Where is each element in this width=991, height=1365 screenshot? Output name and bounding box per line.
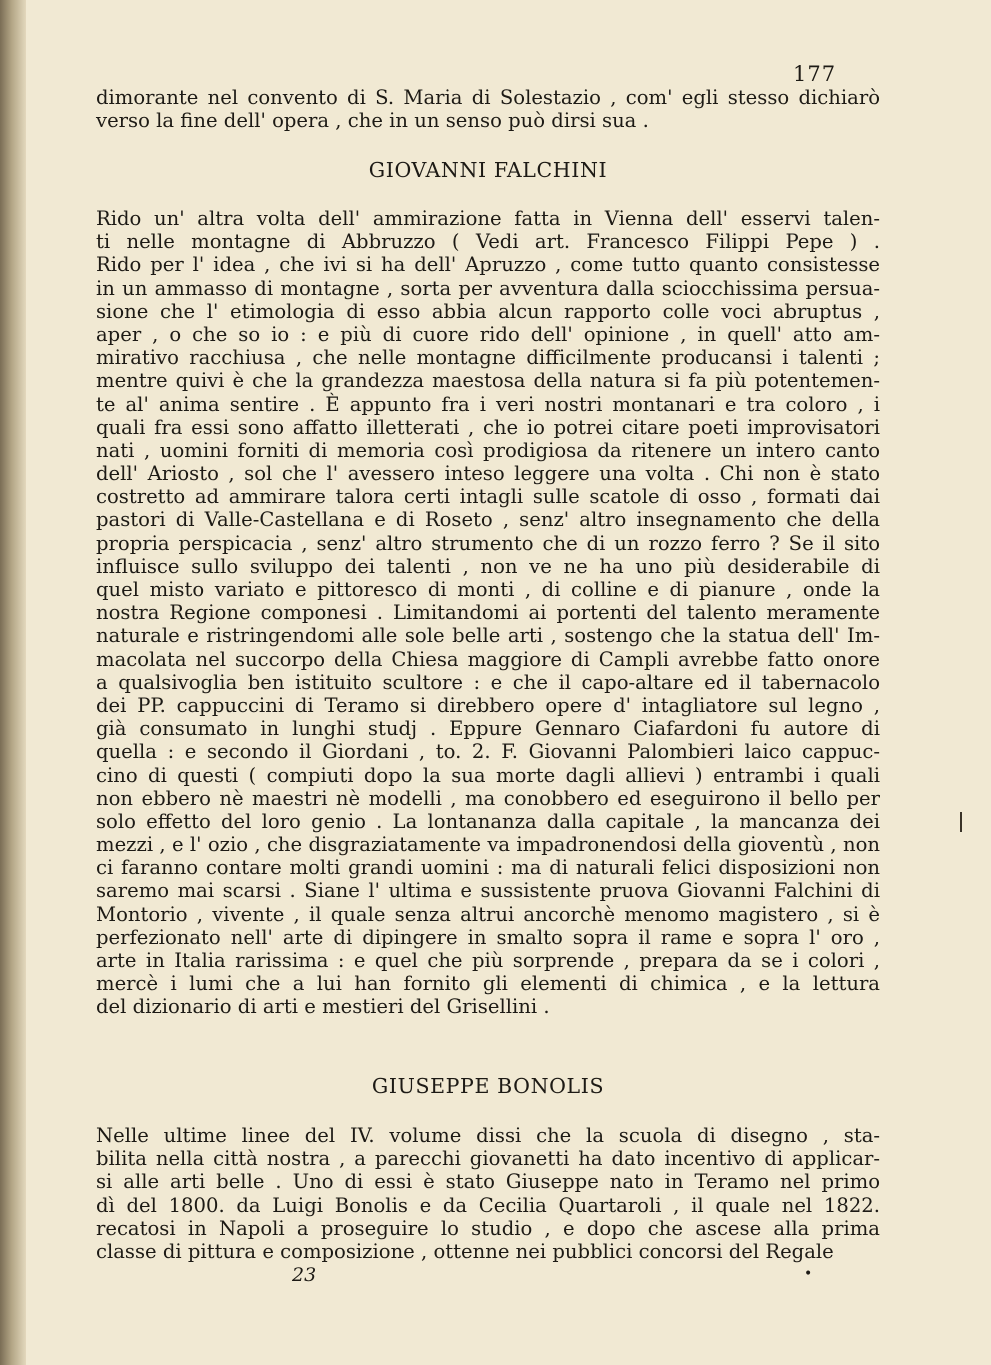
text-line: influisce sullo sviluppo dei talenti , non ve ne ha uno più desiderabile di: [96, 554, 880, 578]
text-line: arte in Italia rarissima : e quel che più sorprende , prepara da se i colori ,: [96, 949, 880, 972]
text-line: perfezionato nell' arte di dipingere in smalto sopra il rame e sopra l' oro ,: [96, 925, 880, 949]
text-line: recatosi in Napoli a proseguire lo studio , e dopo che ascese alla prima: [96, 1216, 880, 1240]
text-line: non ebbero nè maestri nè modelli , ma conobbero ed eseguirono il bello per: [96, 786, 880, 810]
text-line: ci faranno contare molti grandi uomini : ma di naturali felici disposizioni non: [96, 856, 880, 880]
text-line: a qualsivoglia ben istituito scultore : e che il capo-altare ed il tabernacolo: [96, 670, 880, 694]
text-line: dell' Ariosto , sol che l' avessero inteso leggere una volta . Chi non è stato: [96, 462, 880, 486]
text-line: costretto ad ammirare talora certi intagli sulle scatole di osso , formati dai: [96, 485, 880, 509]
signature-mark: 23: [292, 1264, 317, 1286]
bonolis-paragraph: [96, 1124, 880, 1263]
text-line: mentre quivi è che la grandezza maestosa della natura si fa più potentemen-: [96, 369, 880, 393]
text-line: ti nelle montagne di Abbruzzo ( Vedi art. Francesco Filippi Pepe ) .: [96, 230, 880, 254]
text-line: già consumato in lunghi studj . Eppure Gennaro Ciafardoni fu autore di: [96, 717, 880, 741]
text-line: mirativo racchiusa , che nelle montagne difficilmente producansi i talenti ;: [96, 346, 880, 370]
text-line: si alle arti belle . Uno di essi è stato Giuseppe nato in Teramo nel primo: [96, 1170, 880, 1194]
text-line: Nelle ultime linee del IV. volume dissi che la scuola di disegno , sta-: [96, 1124, 880, 1147]
text-line: dimorante nel convento di S. Maria di Solestazio , com' egli stesso dichiarò: [96, 86, 880, 109]
text-line: del dizionario di arti e mestieri del Grisellini .: [96, 995, 550, 1019]
text-line: Rido un' altra volta dell' ammirazione fatta in Vienna dell' esservi talen-: [96, 207, 880, 230]
margin-mark: [960, 812, 962, 832]
text-line: quali fra essi sono affatto illetterati , che io potrei citare poeti improvisatori: [96, 415, 880, 439]
text-line: nati , uomini forniti di memoria così prodigiosa da ritenere un intero canto: [96, 438, 880, 462]
text-line: bilita nella città nostra , a parecchi giovanetti ha dato incentivo di applicar-: [96, 1147, 880, 1171]
text-line: nostra Regione componesi . Limitandomi ai portenti del talento meramente: [96, 601, 880, 625]
text-line: dei PP. cappuccini di Teramo si direbbero opere d' intagliatore sul legno ,: [96, 693, 880, 717]
text-line: Rido per l' idea , che ivi si ha dell' Apruzzo , come tutto quanto consistesse: [96, 253, 880, 277]
section-title-falchini: GIOVANNI FALCHINI: [368, 158, 608, 182]
text-line: solo effetto del loro genio . La lontananza dalla capitale , la mancanza dei: [96, 809, 880, 833]
text-line: quel misto variato e pittoresco di monti , di colline e di pianure , onde la: [96, 578, 880, 601]
text-line: saremo mai scarsi . Siane l' ultima e sussistente pruova Giovanni Falchini di: [96, 879, 880, 903]
text-line: propria perspicacia , senz' altro strumento che di un rozzo ferro ? Se il sito: [96, 531, 880, 555]
text-line: cino di questi ( compiuti dopo la sua morte dagli allievi ) entrambi i quali: [96, 763, 880, 787]
section-title-bonolis: GIUSEPPE BONOLIS: [371, 1074, 605, 1098]
falchini-paragraph: [96, 207, 880, 1019]
text-line: aper , o che so io : e più di cuore rido dell' opinione , in quell' atto am-: [96, 322, 880, 346]
text-line: te al' anima sentire . È appunto fra i veri nostri montanari e tra coloro , i: [96, 392, 880, 416]
text-line: macolata nel succorpo della Chiesa maggiore di Campli avrebbe fatto onore: [96, 647, 880, 671]
text-line: quella : e secondo il Giordani , to. 2. F. Giovanni Palombieri laico cappuc-: [96, 740, 880, 764]
text-line: sione che l' etimologia di esso abbia alcun rapporto colle voci abruptus ,: [96, 299, 880, 323]
text-line: pastori di Valle-Castellana e di Roseto , senz' altro insegnamento che della: [96, 508, 880, 532]
text-line: mezzi , e l' ozio , che disgraziatamente va impadronendosi della gioventù , non: [96, 833, 880, 857]
text-line: verso la fine dell' opera , che in un senso può dirsi sua .: [96, 109, 649, 133]
text-line: mercè i lumi che a lui han fornito gli elementi di chimica , e la lettura: [96, 972, 880, 996]
text-line: naturale e ristringendomi alle sole belle arti , sostengo che la statua dell' Im-: [96, 624, 880, 648]
text-line: classe di pittura e composizione , ottenne nei pubblici concorsi del Regale: [96, 1239, 834, 1263]
page-number: 177: [793, 62, 837, 86]
book-spine-shadow: [0, 0, 26, 1365]
intro-paragraph: [96, 86, 880, 132]
footer-dot: •: [804, 1266, 813, 1282]
text-line: in un ammasso di montagne , sorta per avventura dalla sciocchissima persua-: [96, 276, 880, 300]
text-line: Montorio , vivente , il quale senza altrui ancorchè menomo magistero , si è: [96, 902, 880, 926]
text-line: dì del 1800. da Luigi Bonolis e da Cecilia Quartaroli , il quale nel 1822.: [96, 1193, 880, 1217]
